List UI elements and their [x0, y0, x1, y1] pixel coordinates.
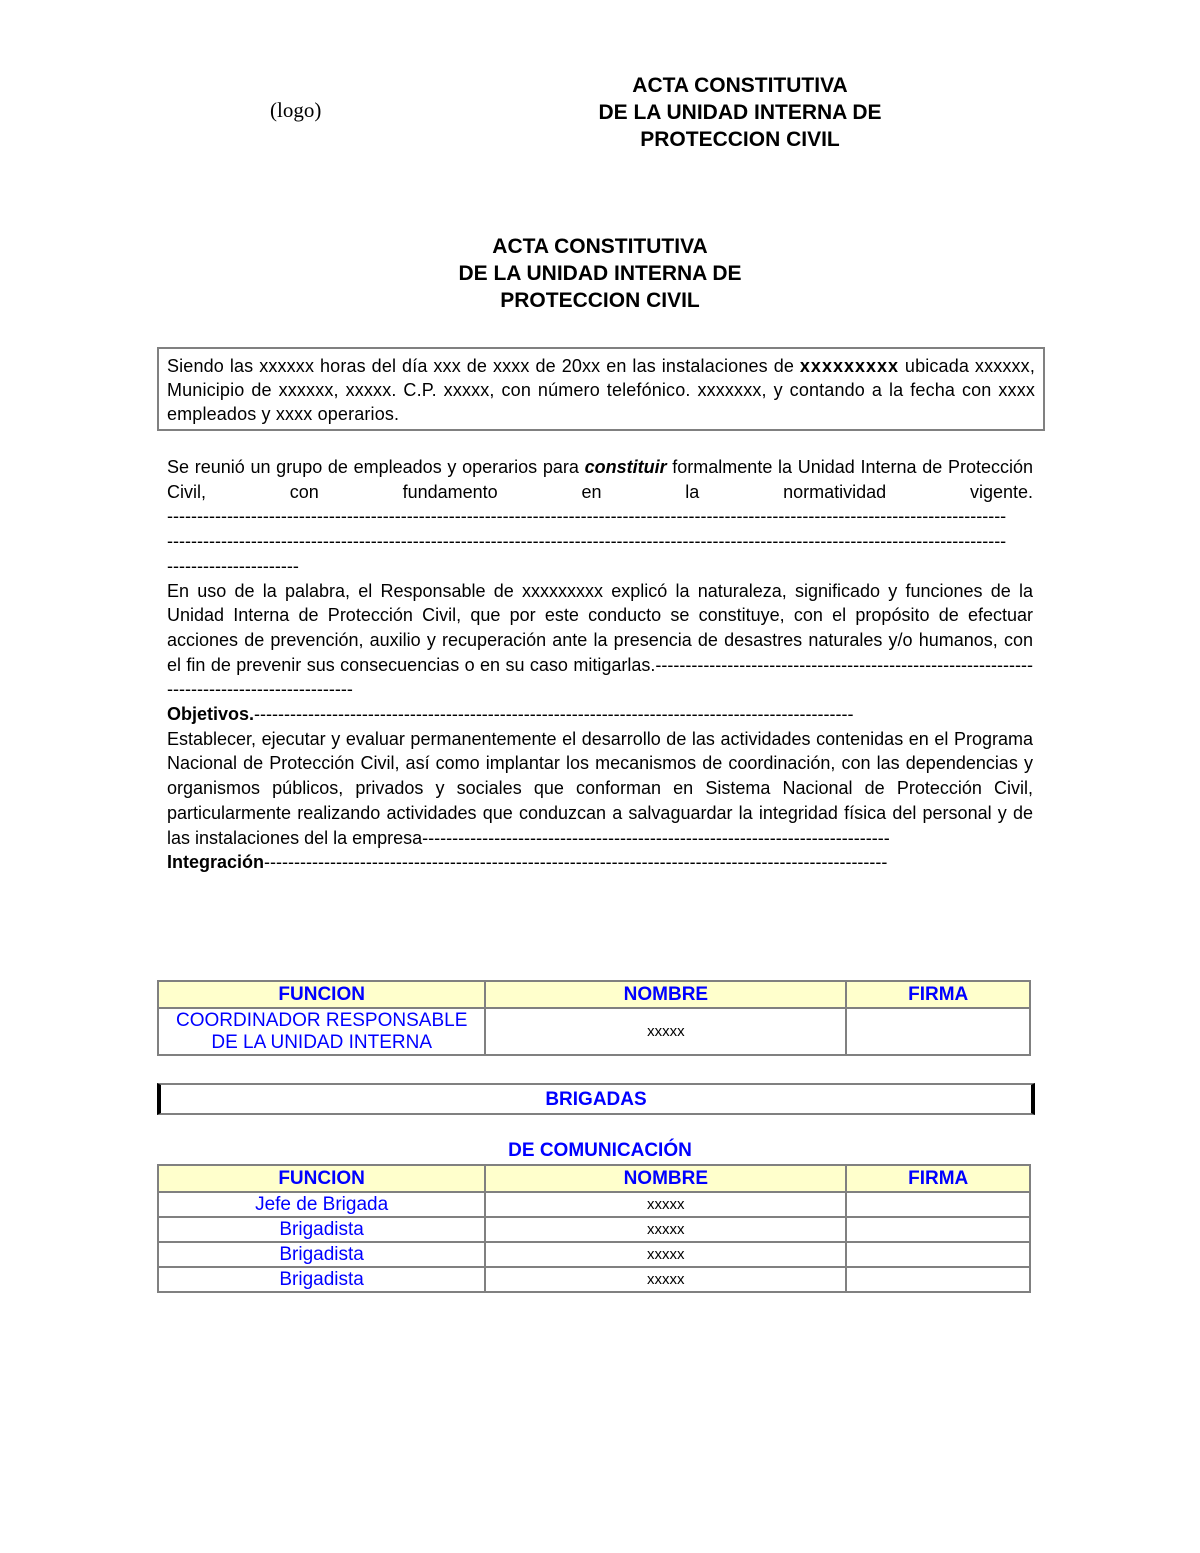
paragraph-text: En uso de la palabra, el Responsable de xxxxxxxxx explicó la naturaleza, significado y funciones de la Unidad Interna de Protección Civil, que por este conducto se constituye, con el propósito de efectuar acciones de prevención, auxilio y recuperación ante la presencia de desastres naturales y/o humanos, con el fin de prevenir sus consecuencias o en su caso mitigarlas. — [167, 580, 1033, 675]
cell-firma — [846, 1217, 1030, 1242]
column-header-funcion: FUNCION — [158, 981, 485, 1008]
column-header-nombre: NOMBRE — [485, 1165, 846, 1192]
emphasis-constituir: constituir — [584, 457, 667, 477]
cell-funcion-line: DE LA UNIDAD INTERNA — [211, 1031, 432, 1053]
integracion-label: Integración — [167, 852, 265, 873]
cell-nombre: xxxxx — [485, 1192, 846, 1217]
document-title-line: PROTECCION CIVIL — [500, 289, 700, 312]
intro-box — [157, 347, 1045, 431]
brigadas-banner: BRIGADAS — [157, 1083, 1035, 1115]
cell-funcion: Brigadista — [158, 1242, 485, 1267]
paragraph-text: formalmente la Unidad Interna de Protección Civil, con fundamento en la normatividad vigente. — [167, 457, 1033, 502]
header-title-line: ACTA CONSTITUTIVA — [632, 74, 848, 97]
column-header-firma: FIRMA — [846, 981, 1030, 1008]
header-title-line: DE LA UNIDAD INTERNA DE — [598, 101, 882, 124]
intro-text-continued: ubicada xxxxxx, Municipio de xxxxxx, xxxxx. C.P. xxxxx, con número telefónico. xxxxxxx, y contando a la fecha con xxxx empleados y xxxx operarios. — [167, 356, 1035, 424]
dash-separator: ---------------------- — [167, 555, 299, 576]
dash-fill: ---------------------------------------------------------------------------------------------- — [167, 654, 1033, 700]
cell-nombre: xxxxx — [485, 1242, 846, 1267]
table-header-row — [158, 981, 1030, 1008]
table-row — [158, 1008, 1030, 1055]
cell-firma — [846, 1267, 1030, 1292]
intro-text: Siendo las xxxxxx horas del día xxx de xxxx de 20xx en las instalaciones de — [167, 356, 800, 376]
comunicacion-table — [157, 1164, 1031, 1293]
coordinator-table — [157, 980, 1031, 1056]
intro-company: xxxxxxxxx — [799, 356, 900, 376]
dash-fill: ------------------------------------------------------------------------------ — [422, 827, 890, 848]
cell-nombre: xxxxx — [485, 1267, 846, 1292]
document-title-line: ACTA CONSTITUTIVA — [492, 235, 708, 258]
cell-funcion — [158, 1008, 485, 1055]
cell-firma — [846, 1008, 1030, 1055]
header-title-line: PROTECCION CIVIL — [640, 128, 840, 151]
cell-nombre: xxxxx — [485, 1008, 846, 1055]
column-header-nombre: NOMBRE — [485, 981, 846, 1008]
header-title — [560, 72, 920, 153]
dash-fill: ---------------------------------------------------------------------------------------------------- — [254, 704, 854, 725]
document-title — [400, 233, 800, 314]
paragraph-objetivos — [167, 727, 1033, 851]
cell-firma — [846, 1242, 1030, 1267]
logo-placeholder: (logo) — [270, 98, 322, 122]
comunicacion-heading: DE COMUNICACIÓN — [508, 1140, 692, 1161]
dash-separator: -------------------------------------------------------------------------------------------------------------------------------------------- — [167, 506, 1007, 527]
paragraph-constitution — [167, 455, 1033, 504]
paragraph-responsable — [167, 579, 1033, 703]
column-header-funcion: FUNCION — [158, 1165, 485, 1192]
cell-funcion: Brigadista — [158, 1217, 485, 1242]
table-header-row — [158, 1165, 1030, 1192]
objetivos-label: Objetivos. — [167, 704, 255, 725]
cell-nombre: xxxxx — [485, 1217, 846, 1242]
paragraph-text: Se reunió un grupo de empleados y operarios para — [167, 457, 585, 477]
paragraph-text: Establecer, ejecutar y evaluar permanentemente el desarrollo de las actividades contenidas en el Programa Nacional de Protección Civil, así como implantar los mecanismos de coordinación, con las dependencias y organismos públicos, privados y sociales que conforman en Sistema Nacional de Protección Civil, particularmente realizando actividades que conduzcan a salvaguardar la integridad física del personal y de las instalaciones del la empresa — [167, 728, 1033, 848]
table-row — [158, 1192, 1030, 1217]
cell-firma — [846, 1192, 1030, 1217]
table-row — [158, 1217, 1030, 1242]
integracion-heading — [167, 850, 1033, 875]
dash-separator: -------------------------------------------------------------------------------------------------------------------------------------------- — [167, 531, 1007, 552]
column-header-firma: FIRMA — [846, 1165, 1030, 1192]
table-row — [158, 1242, 1030, 1267]
cell-funcion-line: COORDINADOR RESPONSABLE — [175, 1009, 468, 1031]
objetivos-heading — [167, 702, 1033, 727]
table-row — [158, 1267, 1030, 1292]
cell-funcion: Jefe de Brigada — [158, 1192, 485, 1217]
document-title-line: DE LA UNIDAD INTERNA DE — [458, 262, 742, 285]
document-body — [167, 455, 1033, 875]
dash-fill: -------------------------------------------------------------------------------------------------------- — [264, 852, 888, 873]
cell-funcion: Brigadista — [158, 1267, 485, 1292]
